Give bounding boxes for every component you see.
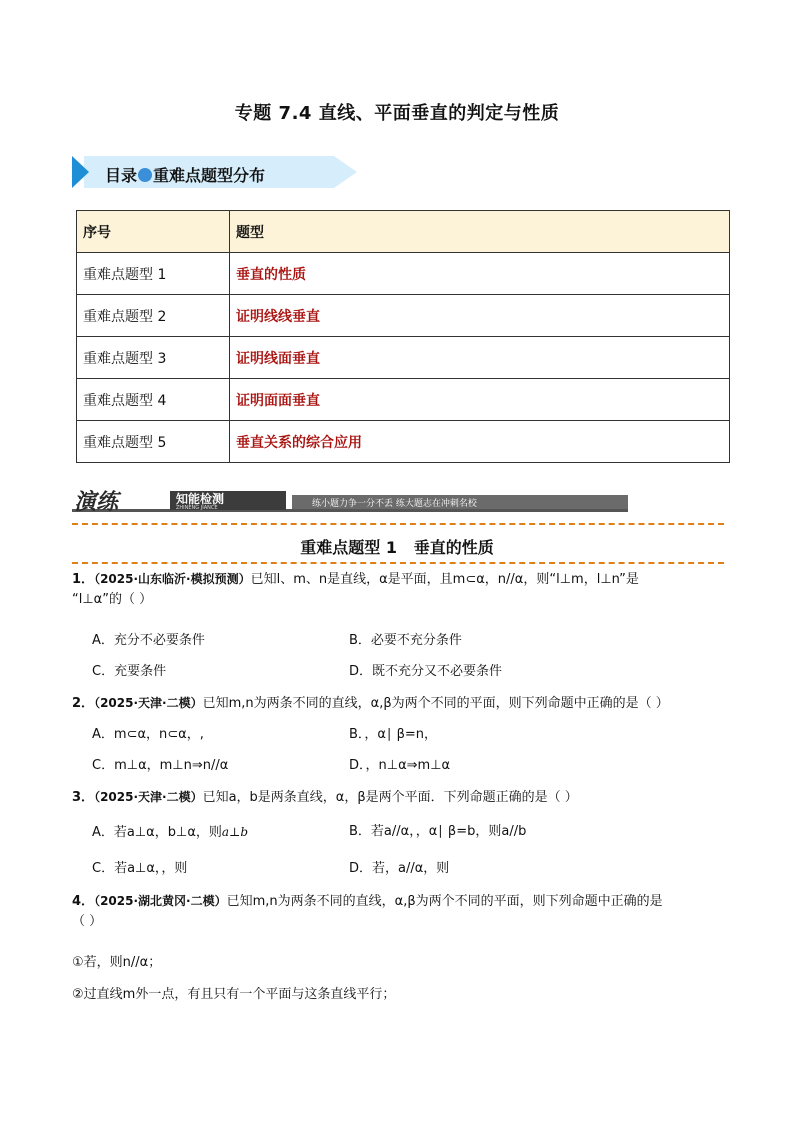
section-heading	[0, 535, 794, 558]
row-index: 重难点题型 5	[77, 421, 230, 463]
table-header-topic: 题型	[230, 211, 730, 253]
document-title: 专题 7.4 直线、平面垂直的判定与性质	[234, 103, 560, 124]
row-topic[interactable]: 证明面面垂直	[230, 379, 730, 421]
practice-banner	[72, 489, 628, 515]
option-c[interactable]: C．m⊥α，m⊥n⇒n//α	[92, 758, 229, 773]
table-header-row	[77, 211, 730, 253]
toc-banner	[72, 156, 357, 188]
toc-banner-label	[105, 163, 265, 186]
question-number: 3	[72, 790, 82, 805]
statement-1: ①若，则n//α；	[72, 955, 162, 970]
question-source: （2025·湖北黄冈·二模）	[94, 894, 227, 908]
table-row	[77, 253, 730, 295]
option-d[interactable]: D．既不充分又不必要条件	[349, 664, 503, 679]
option-d[interactable]: D．若，a//α，则	[349, 861, 450, 876]
toc-banner-prefix: 目录	[105, 166, 138, 185]
row-topic[interactable]: 垂直关系的综合应用	[230, 421, 730, 463]
option-a-math: a⊥b	[221, 825, 249, 839]
option-a[interactable]	[92, 822, 248, 843]
question-stem-cont: （ ）	[72, 914, 103, 929]
question-number: 1	[72, 572, 82, 587]
question-number: 2	[72, 696, 82, 711]
question-stem: 已知m,n为两条不同的直线，α,β为两个不同的平面，则下列命题中正确的是	[226, 894, 663, 909]
question-stem: 已知m,n为两条不同的直线，α,β为两个不同的平面，则下列命题中正确的是（ ）	[202, 696, 669, 711]
table-header-index: 序号	[77, 211, 230, 253]
question-4: 4．（2025·湖北黄冈·二模）已知m,n为两条不同的直线，α,β为两个不同的平面，则下列命题中正确的是 （ ）	[72, 894, 663, 929]
question-stem: 已知l、m、n是直线，α是平面，且m⊂α，n//α，则“l⊥m，l⊥n”是	[250, 572, 639, 587]
option-b[interactable]: B．，α∣ β=n，	[349, 727, 438, 742]
option-b[interactable]: B．必要不充分条件	[349, 633, 462, 648]
row-topic[interactable]: 证明线线垂直	[230, 295, 730, 337]
question-1: 1．（2025·山东临沂·模拟预测）已知l、m、n是直线，α是平面，且m⊂α，n//α，则“l⊥m，l⊥n”是 “l⊥α”的（ ）	[72, 572, 639, 607]
row-index: 重难点题型 4	[77, 379, 230, 421]
option-c[interactable]: C．充要条件	[92, 664, 167, 679]
section-name: 垂直的性质	[413, 538, 494, 557]
row-topic[interactable]: 证明线面垂直	[230, 337, 730, 379]
question-2: 2．（2025·天津·二模）已知m,n为两条不同的直线，α,β为两个不同的平面，则下列命题中正确的是（ ）	[72, 696, 669, 711]
bullet-dot-icon	[138, 168, 152, 182]
section-divider-bottom	[72, 562, 724, 564]
question-3: 3．（2025·天津·二模）已知a，b是两条直线，α，β是两个平面．下列命题正确的是（ ）	[72, 790, 578, 805]
question-source: （2025·山东临沂·模拟预测）	[94, 572, 251, 586]
row-index: 重难点题型 3	[77, 337, 230, 379]
table-row	[77, 421, 730, 463]
option-a[interactable]: A．m⊂α，n⊂α，,	[92, 727, 204, 742]
option-a-text: A．若a⊥α，b⊥α，则	[92, 825, 222, 840]
option-b[interactable]: B．若a//α，，α∣ β=b，则a//b	[349, 824, 527, 839]
option-c[interactable]: C．若a⊥α，，则	[92, 861, 188, 876]
question-stem: 已知a，b是两条直线，α，β是两个平面．下列命题正确的是（ ）	[202, 790, 578, 805]
row-index: 重难点题型 1	[77, 253, 230, 295]
toc-banner-suffix: 重难点题型分布	[153, 166, 266, 185]
question-source: （2025·天津·二模）	[94, 790, 203, 804]
practice-banner-slogan: 练小题力争一分不丢 练大题志在冲刺名校	[312, 499, 477, 509]
option-a[interactable]: A．充分不必要条件	[92, 633, 205, 648]
table-row	[77, 379, 730, 421]
question-stem-cont: “l⊥α”的（ ）	[72, 592, 153, 607]
section-label: 重难点题型 1	[300, 538, 397, 557]
table-row	[77, 295, 730, 337]
toc-table	[76, 210, 730, 463]
practice-banner-graphic	[72, 489, 628, 515]
practice-banner-tag: 知能检测	[176, 492, 225, 506]
question-source: （2025·天津·二模）	[94, 696, 203, 710]
option-d[interactable]: D．，n⊥α⇒m⊥α	[349, 758, 451, 773]
table-row	[77, 337, 730, 379]
section-divider-top	[72, 523, 724, 525]
practice-banner-tag-sub: ZHINENG JIANCE	[176, 505, 218, 511]
statement-2: ②过直线m外一点，有且只有一个平面与这条直线平行；	[72, 987, 396, 1002]
practice-banner-main: 演练	[74, 489, 119, 515]
row-index: 重难点题型 2	[77, 295, 230, 337]
question-number: 4	[72, 894, 82, 909]
row-topic[interactable]: 垂直的性质	[230, 253, 730, 295]
